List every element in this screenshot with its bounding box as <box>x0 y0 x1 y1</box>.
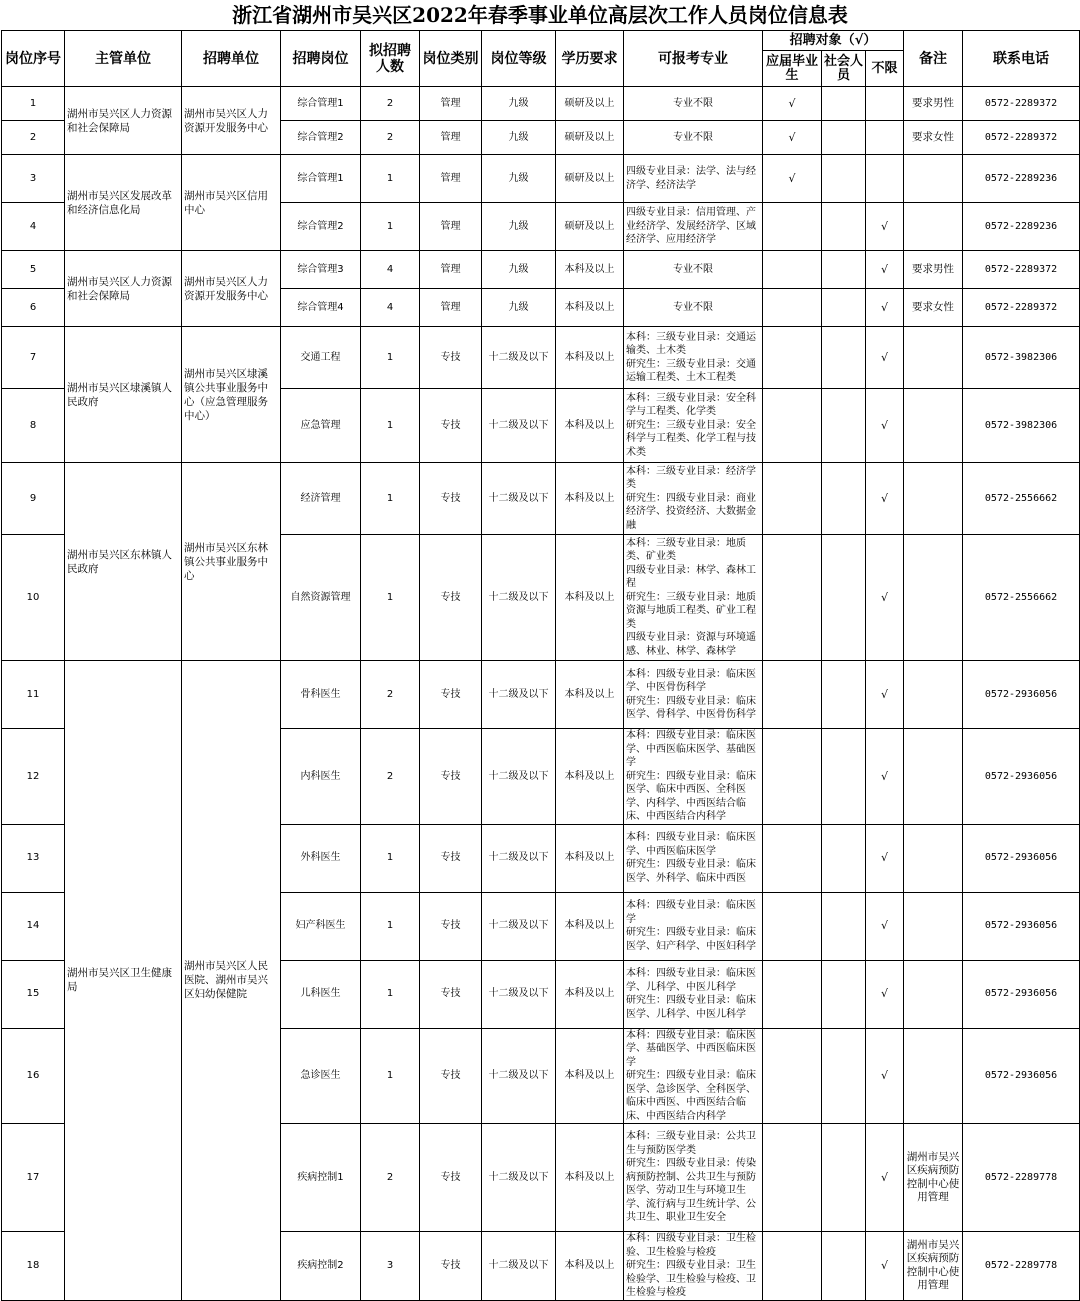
header-unit: 招聘单位 <box>182 31 281 87</box>
cell-dept: 湖州市吴兴区发展改革和经济信息化局 <box>65 155 182 251</box>
cell-type: 专技 <box>420 389 482 463</box>
cell-edu: 本科及以上 <box>556 289 624 327</box>
cell-level: 十二级及以下 <box>482 729 556 825</box>
header-note: 备注 <box>904 31 963 87</box>
cell-fresh <box>763 389 822 463</box>
cell-fresh: √ <box>763 87 822 121</box>
cell-phone: 0572-2936056 <box>963 661 1080 729</box>
header-dept: 主管单位 <box>65 31 182 87</box>
cell-count: 1 <box>361 960 420 1028</box>
cell-count: 3 <box>361 1232 420 1301</box>
header-post: 招聘岗位 <box>281 31 361 87</box>
cell-fresh: √ <box>763 121 822 155</box>
cell-major: 专业不限 <box>624 251 763 289</box>
cell-edu: 本科及以上 <box>556 729 624 825</box>
cell-fresh <box>763 960 822 1028</box>
cell-type: 专技 <box>420 960 482 1028</box>
table-row <box>2 251 1080 289</box>
cell-major: 本科：三级专业目录：地质类、矿业类 四级专业目录：林学、森林工程 研究生：三级专业目录：地质资源与地质工程类、矿业工程类 四级专业目录：资源与环境遥感、林业、林学、森林学 <box>624 535 763 661</box>
cell-count: 1 <box>361 535 420 661</box>
cell-any: √ <box>866 1124 904 1232</box>
cell-edu: 本科及以上 <box>556 327 624 389</box>
cell-type: 专技 <box>420 1232 482 1301</box>
cell-fresh <box>763 661 822 729</box>
cell-social <box>822 960 866 1028</box>
cell-fresh <box>763 892 822 960</box>
cell-note <box>904 389 963 463</box>
cell-seq: 14 <box>2 892 65 960</box>
cell-count: 1 <box>361 155 420 203</box>
cell-type: 管理 <box>420 121 482 155</box>
cell-level: 九级 <box>482 251 556 289</box>
cell-post: 妇产科医生 <box>281 892 361 960</box>
cell-major: 本科：四级专业目录：临床医学、中医骨伤科学 研究生：四级专业目录：临床医学、骨科学、中医骨伤科学 <box>624 661 763 729</box>
header-seq: 岗位序号 <box>2 31 65 87</box>
header-any: 不限 <box>866 51 904 87</box>
cell-major: 本科：三级专业目录：公共卫生与预防医学类 研究生：四级专业目录：传染病预防控制、公共卫生与预防医学、劳动卫生与环境卫生学、流行病与卫生统计学、公共卫生、职业卫生安全 <box>624 1124 763 1232</box>
header-social: 社会人员 <box>822 51 866 87</box>
header-target: 招聘对象（√） <box>763 31 904 51</box>
header-fresh: 应届毕业生 <box>763 51 822 87</box>
cell-count: 1 <box>361 1028 420 1124</box>
cell-unit: 湖州市吴兴区人民医院、湖州市吴兴区妇幼保健院 <box>182 661 281 1301</box>
cell-seq: 12 <box>2 729 65 825</box>
cell-major: 本科：三级专业目录：安全科学与工程类、化学类 研究生：三级专业目录：安全科学与工程类、化学工程与技术类 <box>624 389 763 463</box>
cell-major: 专业不限 <box>624 121 763 155</box>
cell-type: 管理 <box>420 87 482 121</box>
cell-dept: 湖州市吴兴区卫生健康局 <box>65 661 182 1301</box>
cell-level: 十二级及以下 <box>482 661 556 729</box>
cell-post: 综合管理2 <box>281 121 361 155</box>
cell-level: 十二级及以下 <box>482 892 556 960</box>
cell-any: √ <box>866 824 904 892</box>
cell-social <box>822 389 866 463</box>
cell-edu: 本科及以上 <box>556 824 624 892</box>
cell-type: 管理 <box>420 251 482 289</box>
cell-any: √ <box>866 661 904 729</box>
cell-social <box>822 1232 866 1301</box>
cell-post: 综合管理3 <box>281 251 361 289</box>
cell-major: 四级专业目录：信用管理、产业经济学、发展经济学、区域经济学、应用经济学 <box>624 203 763 251</box>
cell-fresh <box>763 327 822 389</box>
cell-any: √ <box>866 251 904 289</box>
cell-phone: 0572-2556662 <box>963 463 1080 535</box>
cell-edu: 本科及以上 <box>556 251 624 289</box>
table-row <box>2 155 1080 203</box>
cell-seq: 13 <box>2 824 65 892</box>
cell-seq: 16 <box>2 1028 65 1124</box>
cell-seq: 10 <box>2 535 65 661</box>
cell-major: 四级专业目录：法学、法与经济学、经济法学 <box>624 155 763 203</box>
cell-count: 2 <box>361 121 420 155</box>
cell-major: 本科：四级专业目录：临床医学、儿科学、中医儿科学 研究生：四级专业目录：临床医学、儿科学、中医儿科学 <box>624 960 763 1028</box>
cell-any: √ <box>866 960 904 1028</box>
cell-major: 本科：四级专业目录：临床医学、中西医临床医学、基础医学 研究生：四级专业目录：临床医学、临床中西医、全科医学、内科学、中西医结合临床、中西医结合内科学 <box>624 729 763 825</box>
cell-note <box>904 960 963 1028</box>
cell-social <box>822 203 866 251</box>
cell-fresh <box>763 463 822 535</box>
table-row <box>2 327 1080 389</box>
cell-post: 疾病控制2 <box>281 1232 361 1301</box>
cell-major: 本科：三级专业目录：交通运输类、土木类 研究生：三级专业目录：交通运输工程类、土木工程类 <box>624 327 763 389</box>
cell-type: 专技 <box>420 661 482 729</box>
cell-note <box>904 463 963 535</box>
cell-any: √ <box>866 463 904 535</box>
cell-count: 1 <box>361 824 420 892</box>
cell-fresh <box>763 203 822 251</box>
header-phone: 联系电话 <box>963 31 1080 87</box>
cell-type: 专技 <box>420 327 482 389</box>
cell-post: 应急管理 <box>281 389 361 463</box>
cell-any: √ <box>866 327 904 389</box>
cell-social <box>822 121 866 155</box>
cell-seq: 5 <box>2 251 65 289</box>
cell-note: 要求男性 <box>904 87 963 121</box>
cell-phone: 0572-2936056 <box>963 960 1080 1028</box>
cell-edu: 硕研及以上 <box>556 87 624 121</box>
cell-unit: 湖州市吴兴区人力资源开发服务中心 <box>182 87 281 155</box>
cell-any: √ <box>866 892 904 960</box>
cell-type: 管理 <box>420 289 482 327</box>
cell-level: 九级 <box>482 155 556 203</box>
cell-post: 经济管理 <box>281 463 361 535</box>
cell-edu: 硕研及以上 <box>556 203 624 251</box>
cell-major: 本科：四级专业目录：临床医学、基础医学、中西医临床医学 研究生：四级专业目录：临床医学、急诊医学、全科医学、临床中西医、中西医结合临床、中西医结合内科学 <box>624 1028 763 1124</box>
table-row <box>2 661 1080 729</box>
cell-note <box>904 892 963 960</box>
cell-social <box>822 1028 866 1124</box>
cell-note: 要求男性 <box>904 251 963 289</box>
cell-note: 湖州市吴兴区疾病预防控制中心使用管理 <box>904 1124 963 1232</box>
cell-dept: 湖州市吴兴区人力资源和社会保障局 <box>65 251 182 327</box>
cell-any <box>866 121 904 155</box>
cell-major: 本科：四级专业目录：临床医学 研究生：四级专业目录：临床医学、妇产科学、中医妇科学 <box>624 892 763 960</box>
cell-fresh <box>763 1028 822 1124</box>
cell-note: 要求女性 <box>904 121 963 155</box>
cell-post: 综合管理4 <box>281 289 361 327</box>
cell-edu: 本科及以上 <box>556 960 624 1028</box>
cell-unit: 湖州市吴兴区人力资源开发服务中心 <box>182 251 281 327</box>
cell-type: 专技 <box>420 535 482 661</box>
cell-phone: 0572-2936056 <box>963 892 1080 960</box>
cell-major: 本科：三级专业目录：经济学类 研究生：四级专业目录：商业经济学、投资经济、大数据金融 <box>624 463 763 535</box>
cell-fresh <box>763 535 822 661</box>
cell-level: 十二级及以下 <box>482 1124 556 1232</box>
cell-note <box>904 203 963 251</box>
cell-edu: 本科及以上 <box>556 463 624 535</box>
cell-count: 1 <box>361 389 420 463</box>
cell-edu: 硕研及以上 <box>556 155 624 203</box>
cell-count: 2 <box>361 1124 420 1232</box>
cell-type: 管理 <box>420 155 482 203</box>
cell-seq: 3 <box>2 155 65 203</box>
cell-fresh <box>763 1232 822 1301</box>
cell-fresh: √ <box>763 155 822 203</box>
cell-any: √ <box>866 1232 904 1301</box>
cell-count: 1 <box>361 327 420 389</box>
cell-major: 本科：四级专业目录：卫生检验、卫生检验与检疫 研究生：四级专业目录：卫生检验学、卫生检验与检疫、卫生检验与检疫 <box>624 1232 763 1301</box>
cell-major: 本科：四级专业目录：临床医学、中西医临床医学 研究生：四级专业目录：临床医学、外科学、临床中西医 <box>624 824 763 892</box>
cell-post: 疾病控制1 <box>281 1124 361 1232</box>
cell-level: 十二级及以下 <box>482 463 556 535</box>
cell-seq: 1 <box>2 87 65 121</box>
cell-phone: 0572-2289372 <box>963 121 1080 155</box>
cell-count: 2 <box>361 87 420 121</box>
header-major: 可报考专业 <box>624 31 763 87</box>
cell-phone: 0572-2289372 <box>963 289 1080 327</box>
cell-social <box>822 661 866 729</box>
cell-note <box>904 824 963 892</box>
cell-seq: 18 <box>2 1232 65 1301</box>
job-table <box>1 30 1080 1301</box>
cell-level: 十二级及以下 <box>482 535 556 661</box>
cell-note: 湖州市吴兴区疾病预防控制中心使用管理 <box>904 1232 963 1301</box>
cell-post: 内科医生 <box>281 729 361 825</box>
cell-fresh <box>763 289 822 327</box>
cell-edu: 本科及以上 <box>556 1028 624 1124</box>
cell-any: √ <box>866 203 904 251</box>
cell-phone: 0572-2289372 <box>963 87 1080 121</box>
cell-edu: 本科及以上 <box>556 389 624 463</box>
cell-count: 1 <box>361 892 420 960</box>
cell-level: 十二级及以下 <box>482 824 556 892</box>
cell-phone: 0572-2289236 <box>963 155 1080 203</box>
cell-post: 综合管理2 <box>281 203 361 251</box>
page-title: 浙江省湖州市吴兴区2022年春季事业单位高层次工作人员岗位信息表 <box>232 3 848 27</box>
cell-seq: 8 <box>2 389 65 463</box>
cell-social <box>822 327 866 389</box>
cell-dept: 湖州市吴兴区东林镇人民政府 <box>65 463 182 661</box>
cell-level: 九级 <box>482 121 556 155</box>
cell-level: 十二级及以下 <box>482 1028 556 1124</box>
cell-any: √ <box>866 389 904 463</box>
cell-phone: 0572-2289236 <box>963 203 1080 251</box>
cell-type: 专技 <box>420 1124 482 1232</box>
cell-type: 专技 <box>420 892 482 960</box>
cell-social <box>822 729 866 825</box>
cell-seq: 6 <box>2 289 65 327</box>
cell-phone: 0572-2289372 <box>963 251 1080 289</box>
cell-edu: 本科及以上 <box>556 1124 624 1232</box>
cell-level: 十二级及以下 <box>482 960 556 1028</box>
cell-post: 交通工程 <box>281 327 361 389</box>
cell-social <box>822 824 866 892</box>
cell-note <box>904 1028 963 1124</box>
cell-note <box>904 729 963 825</box>
cell-edu: 本科及以上 <box>556 661 624 729</box>
cell-level: 九级 <box>482 289 556 327</box>
cell-social <box>822 535 866 661</box>
cell-level: 十二级及以下 <box>482 389 556 463</box>
cell-social <box>822 1124 866 1232</box>
cell-level: 九级 <box>482 87 556 121</box>
cell-level: 九级 <box>482 203 556 251</box>
cell-major: 专业不限 <box>624 87 763 121</box>
cell-note <box>904 327 963 389</box>
cell-social <box>822 87 866 121</box>
cell-social <box>822 251 866 289</box>
cell-phone: 0572-3982306 <box>963 327 1080 389</box>
cell-social <box>822 463 866 535</box>
cell-count: 1 <box>361 203 420 251</box>
header-edu: 学历要求 <box>556 31 624 87</box>
cell-any: √ <box>866 1028 904 1124</box>
cell-phone: 0572-2556662 <box>963 535 1080 661</box>
cell-type: 管理 <box>420 203 482 251</box>
cell-count: 1 <box>361 463 420 535</box>
cell-edu: 本科及以上 <box>556 1232 624 1301</box>
cell-unit: 湖州市吴兴区信用中心 <box>182 155 281 251</box>
cell-unit: 湖州市吴兴区东林镇公共事业服务中心 <box>182 463 281 661</box>
cell-note: 要求女性 <box>904 289 963 327</box>
cell-count: 4 <box>361 251 420 289</box>
cell-any: √ <box>866 289 904 327</box>
cell-fresh <box>763 1124 822 1232</box>
cell-social <box>822 289 866 327</box>
cell-note <box>904 155 963 203</box>
cell-any: √ <box>866 535 904 661</box>
cell-major: 专业不限 <box>624 289 763 327</box>
cell-type: 专技 <box>420 1028 482 1124</box>
cell-post: 儿科医生 <box>281 960 361 1028</box>
header-count: 拟招聘人数 <box>361 31 420 87</box>
cell-phone: 0572-3982306 <box>963 389 1080 463</box>
cell-any: √ <box>866 729 904 825</box>
cell-count: 2 <box>361 661 420 729</box>
cell-post: 外科医生 <box>281 824 361 892</box>
cell-social <box>822 155 866 203</box>
cell-phone: 0572-2289778 <box>963 1232 1080 1301</box>
cell-level: 十二级及以下 <box>482 1232 556 1301</box>
cell-seq: 15 <box>2 960 65 1028</box>
cell-count: 2 <box>361 729 420 825</box>
cell-fresh <box>763 824 822 892</box>
cell-level: 十二级及以下 <box>482 327 556 389</box>
cell-phone: 0572-2936056 <box>963 1028 1080 1124</box>
cell-phone: 0572-2936056 <box>963 729 1080 825</box>
cell-post: 综合管理1 <box>281 87 361 121</box>
cell-fresh <box>763 251 822 289</box>
header-type: 岗位类别 <box>420 31 482 87</box>
cell-type: 专技 <box>420 729 482 825</box>
cell-post: 骨科医生 <box>281 661 361 729</box>
cell-seq: 11 <box>2 661 65 729</box>
cell-note <box>904 535 963 661</box>
cell-seq: 2 <box>2 121 65 155</box>
cell-seq: 17 <box>2 1124 65 1232</box>
cell-fresh <box>763 729 822 825</box>
header-level: 岗位等级 <box>482 31 556 87</box>
cell-count: 4 <box>361 289 420 327</box>
cell-note <box>904 661 963 729</box>
cell-seq: 4 <box>2 203 65 251</box>
cell-edu: 本科及以上 <box>556 535 624 661</box>
cell-social <box>822 892 866 960</box>
cell-dept: 湖州市吴兴区埭溪镇人民政府 <box>65 327 182 463</box>
cell-phone: 0572-2936056 <box>963 824 1080 892</box>
cell-any <box>866 87 904 121</box>
table-row <box>2 87 1080 121</box>
cell-edu: 本科及以上 <box>556 892 624 960</box>
cell-seq: 9 <box>2 463 65 535</box>
cell-post: 综合管理1 <box>281 155 361 203</box>
cell-dept: 湖州市吴兴区人力资源和社会保障局 <box>65 87 182 155</box>
table-row <box>2 463 1080 535</box>
cell-edu: 硕研及以上 <box>556 121 624 155</box>
cell-post: 自然资源管理 <box>281 535 361 661</box>
cell-phone: 0572-2289778 <box>963 1124 1080 1232</box>
cell-type: 专技 <box>420 463 482 535</box>
cell-any <box>866 155 904 203</box>
cell-type: 专技 <box>420 824 482 892</box>
cell-unit: 湖州市吴兴区埭溪镇公共事业服务中心（应急管理服务中心） <box>182 327 281 463</box>
cell-post: 急诊医生 <box>281 1028 361 1124</box>
cell-seq: 7 <box>2 327 65 389</box>
